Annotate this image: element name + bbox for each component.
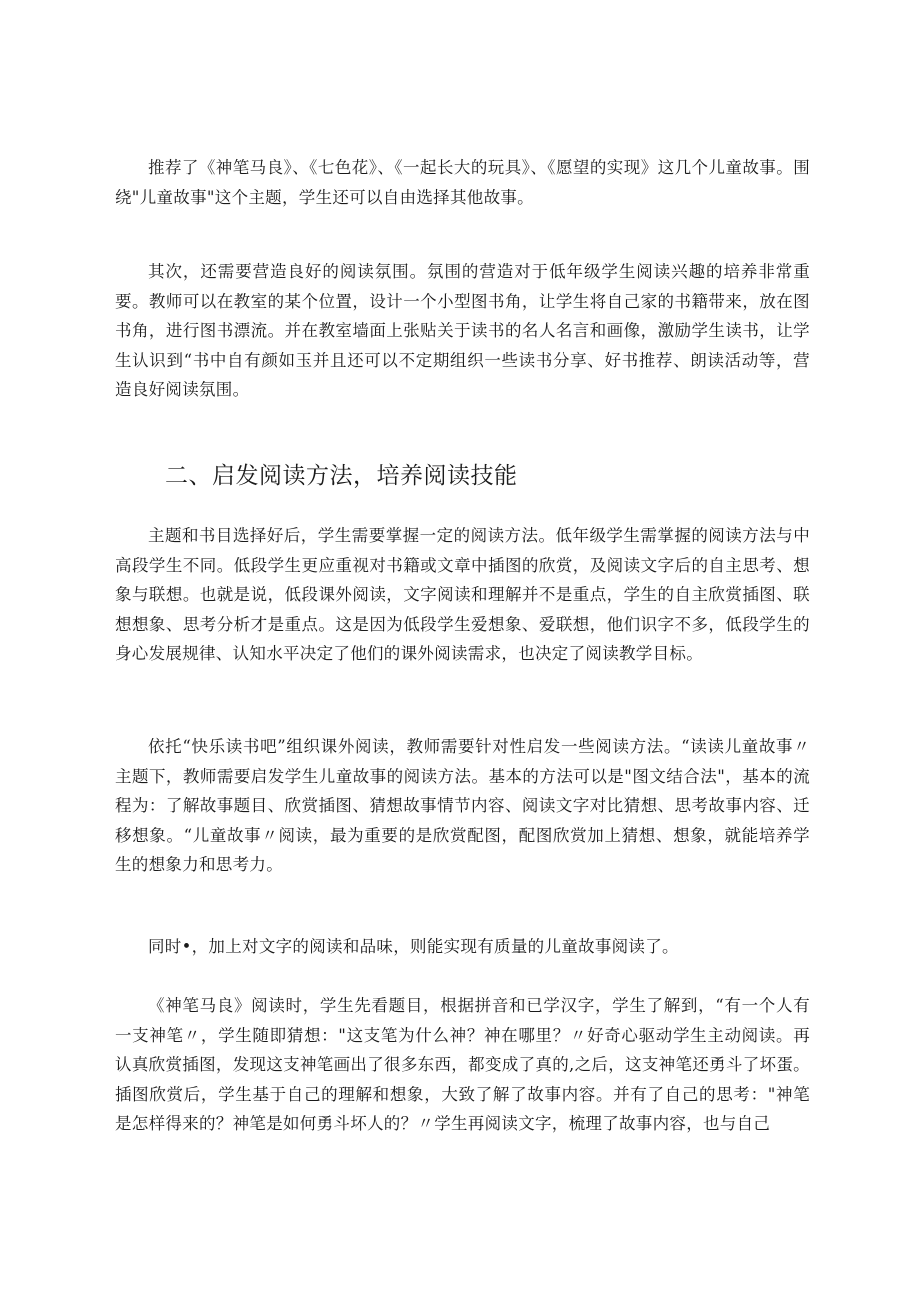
paragraph-reading-methods: 主题和书目选择好后，学生需要掌握一定的阅读方法。低年级学生需掌握的阅读方法与中高段学生不同。低段学生更应重视对书籍或文章中插图的欣赏，及阅读文字后的自主思考、想象与联想。也就是说，低段课外阅读，文字阅读和理解并不是重点，学生的自主欣赏插图、联想想象、思考分析才是重点。这是因为低段学生爱想象、爱联想，他们识字不多，低段学生的身心发展规律、认知水平决定了他们的课外阅读需求，也决定了阅读教学目标。 — [115, 526, 810, 663]
paragraph-happy-reading: 依托“快乐读书吧”组织课外阅读，教师需要针对性启发一些阅读方法。“读读儿童故事〃主题下，教师需要启发学生儿童故事的阅读方法。基本的方法可以是"图文结合法"，基本的流程为：了解故事题目、欣赏插图、猜想故事情节内容、阅读文字对比猜想、思考故事内容、迁移想象。“儿童故事〃阅读，最为重要的是欣赏配图，配图欣赏加上猜想、想象，就能培养学生的想象力和思考力。 — [115, 737, 810, 874]
section-heading: 二、启发阅读方法，培养阅读技能 — [165, 463, 518, 489]
paragraph-recommended-stories: 推荐了《神笔马良》、《七色花》、《一起长大的玩具》、《愿望的实现》这几个儿童故事。围绕"儿童故事"这个主题，学生还可以自由选择其他故事。 — [115, 158, 810, 207]
paragraph-magic-brush-example: 《神笔马良》阅读时，学生先看题目，根据拼音和已学汉字，学生了解到，“有一个人有一支神笔〃，学生随即猜想："这支笔为什么神？神在哪里？〃好奇心驱动学生主动阅读。再认真欣赏插图，发现这支神笔画出了很多东西，都变成了真的,之后，这支神笔还勇斗了坏蛋。插图欣赏后，学生基于自己的理解和想象，大致了解了故事内容。并有了自己的思考："神笔是怎样得来的？神笔是如何勇斗坏人的？〃学生再阅读文字，梳理了故事内容，也与自己 — [115, 996, 810, 1133]
paragraph-reading-atmosphere: 其次，还需要营造良好的阅读氛围。氛围的营造对于低年级学生阅读兴趣的培养非常重要。教师可以在教室的某个位置，设计一个小型图书角，让学生将自己家的书籍带来，放在图书角，进行图书漂流。并在教室墙面上张贴关于读书的名人名言和画像，激励学生读书，让学生认识到“书中自有颜如玉并且还可以不定期组织一些读书分享、好书推荐、朗读活动等，营造良好阅读氛围。 — [115, 262, 810, 399]
paragraph-text-appreciation: 同时•，加上对文字的阅读和品味，则能实现有质量的儿童故事阅读了。 — [148, 937, 679, 956]
